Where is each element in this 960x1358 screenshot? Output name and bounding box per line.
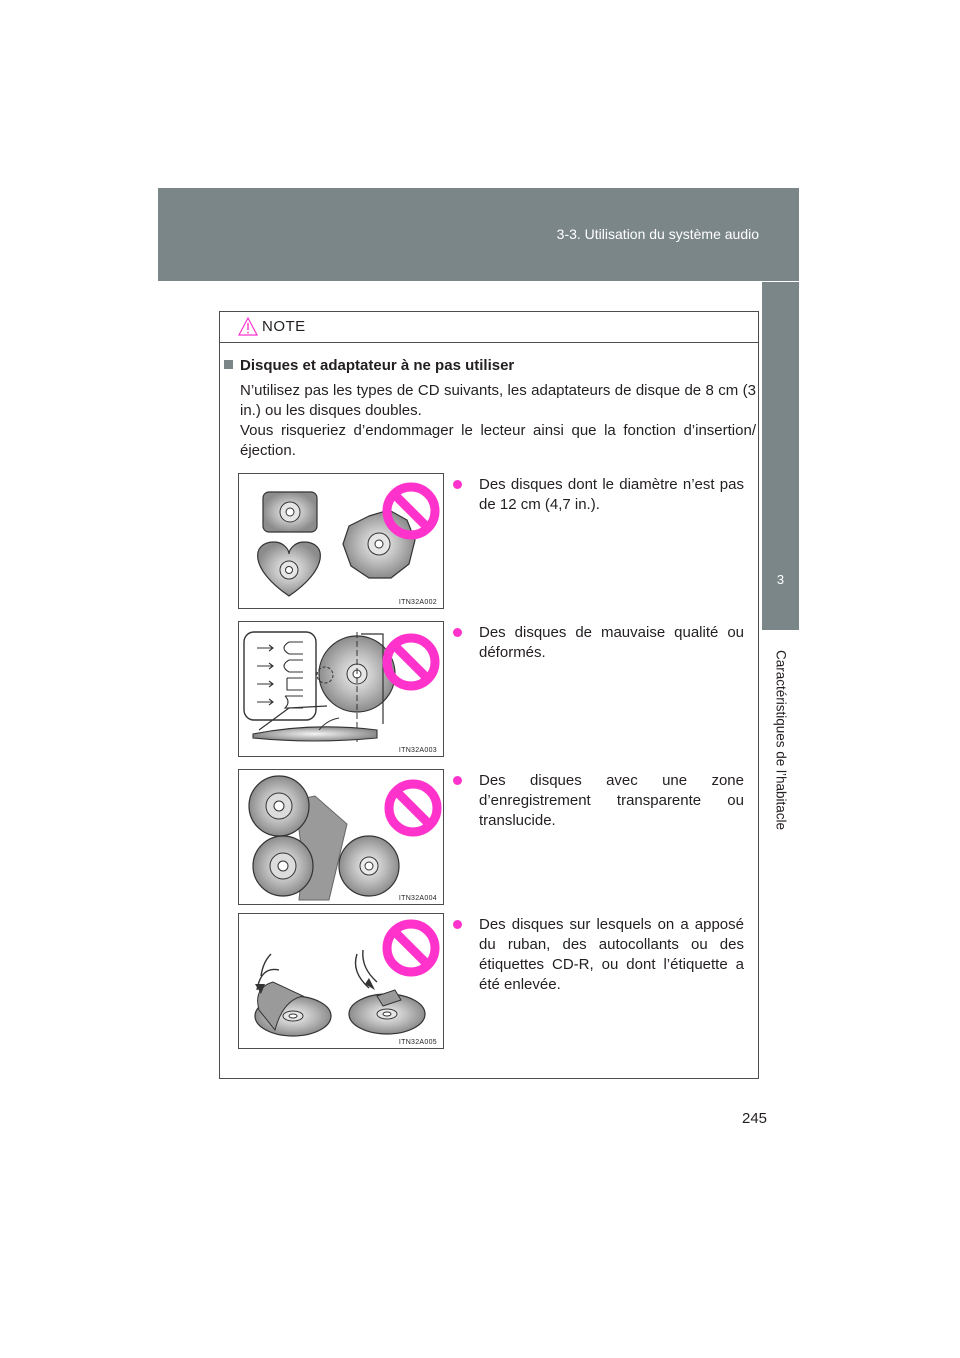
item-text — [466, 771, 744, 831]
bullet-icon — [453, 628, 462, 637]
list-item — [237, 769, 757, 909]
figure-warped-discs — [238, 621, 444, 757]
chapter-label-tab — [762, 630, 799, 850]
figure-code: ITN32A003 — [398, 747, 437, 754]
discs-illustration — [239, 474, 443, 608]
note-header — [220, 312, 758, 343]
chapter-number: 3 — [776, 572, 785, 587]
item-text-content: Des disques de mauvaise qualité ou déformés. — [479, 624, 744, 661]
page-number: 245 — [742, 1110, 768, 1127]
bullet-icon — [453, 480, 462, 489]
discs-illustration — [239, 914, 443, 1048]
figure-non-circular-discs — [238, 473, 444, 609]
discs-illustration — [239, 770, 443, 904]
subheading — [224, 357, 514, 374]
list-item — [237, 913, 757, 1053]
prohibited-icon — [387, 487, 435, 535]
square-bullet-icon — [224, 360, 233, 369]
item-text — [466, 915, 744, 995]
prohibited-icon — [389, 784, 437, 832]
intro-paragraph: Vous risqueriez d’endommager le lecteur ainsi que la fonction d’insertion/ éjection. — [240, 422, 756, 459]
item-text-content: Des disques sur lesquels on a apposé du ruban, des autocollants ou des étiquettes CD-R, ou dont l’étiquette a été enlevée. — [479, 916, 744, 993]
intro-text — [240, 381, 756, 461]
list-item — [237, 621, 757, 761]
warning-triangle-icon — [238, 317, 258, 336]
intro-paragraph: N’utilisez pas les types de CD suivants, les adaptateurs de disque de 8 cm (3 in.) ou les disques doubles. — [240, 382, 756, 419]
prohibited-icon — [387, 924, 435, 972]
note-title: NOTE — [262, 318, 306, 335]
figure-transparent-discs — [238, 769, 444, 905]
note-box — [219, 311, 759, 1079]
header-band — [158, 188, 799, 281]
figure-labelled-discs — [238, 913, 444, 1049]
warped-disc-side-icon — [253, 727, 377, 741]
prohibited-icon — [387, 638, 435, 686]
item-text — [466, 623, 744, 663]
item-text-content: Des disques dont le diamètre n’est pas de 12 cm (4,7 in.). — [479, 476, 744, 513]
bullet-icon — [453, 920, 462, 929]
subheading-text: Disques et adaptateur à ne pas utiliser — [240, 357, 515, 374]
chapter-label: Caractéristiques de l’habitacle — [773, 649, 788, 831]
item-text-content: Des disques avec une zone d’enregistrement transparente ou translucide. — [479, 772, 744, 829]
section-title: 3-3. Utilisation du système audio — [556, 226, 759, 242]
figure-code: ITN32A002 — [398, 599, 437, 606]
discs-illustration — [239, 622, 443, 756]
chapter-tab — [762, 282, 799, 630]
list-item — [237, 473, 757, 613]
figure-code: ITN32A005 — [398, 1039, 437, 1046]
bullet-icon — [453, 776, 462, 785]
figure-code: ITN32A004 — [398, 895, 437, 902]
item-text — [466, 475, 744, 515]
